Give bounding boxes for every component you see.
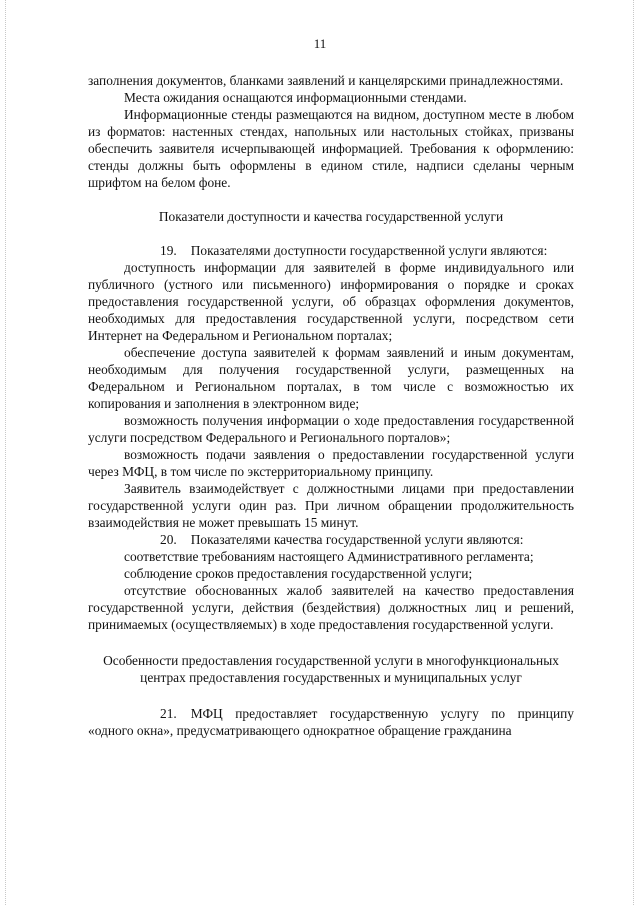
paragraph <box>88 259 574 344</box>
paragraph <box>88 446 574 480</box>
paragraph-text: Показателями качества государственной услуги являются: <box>190 532 524 547</box>
paragraph-text: Места ожидания оснащаются информационными стендами. <box>124 90 467 105</box>
paragraph <box>88 106 574 191</box>
paragraph-number: 21. <box>160 706 177 721</box>
spacer <box>88 686 574 705</box>
paragraph-text: доступность информации для заявителей в форме индивидуального или публичного (устного или письменного) информирования о порядке и сроках предоставления государственной услуги, об образцах оформления документов, необходимых для предоставления государственной услуги, посредством сети Интернет на Федеральном и Региональном порталах; <box>88 260 574 343</box>
paragraph-text: соблюдение сроков предоставления государственной услуги; <box>124 566 473 581</box>
numbered-paragraph <box>88 531 574 548</box>
scan-edge-left <box>5 0 7 905</box>
paragraph-text: Показателями доступности государственной услуги являются: <box>190 243 548 258</box>
paragraph-text: Показатели доступности и качества государственной услуги <box>158 209 504 224</box>
paragraph-text: отсутствие обоснованных жалоб заявителей на качество предоставления государственной услуги, действия (бездействия) должностных лиц и решений, принимаемых (осуществляемых) в ходе предоставления государственной услуги. <box>88 583 574 632</box>
paragraph-text: МФЦ предоставляет государственную услугу по принципу «одного окна», предусматривающего однократное обращение гражданина <box>88 706 574 738</box>
paragraph-text: возможность получения информации о ходе предоставления государственной услуги посредством Федерального и Регионального порталов»; <box>88 413 574 445</box>
spacer <box>88 633 574 652</box>
paragraph <box>88 412 574 446</box>
numbered-paragraph <box>88 705 574 739</box>
spacer <box>88 191 574 208</box>
paragraph <box>88 582 574 633</box>
document-body <box>88 72 574 739</box>
section-heading <box>88 208 574 225</box>
paragraph-number: 20. <box>160 532 177 547</box>
scan-edge-right <box>633 0 635 905</box>
paragraph <box>88 344 574 412</box>
paragraph <box>88 548 574 565</box>
paragraph-text: заполнения документов, бланками заявлений и канцелярскими принадлежностями. <box>88 73 564 88</box>
paragraph-text: возможность подачи заявления о предоставлении государственной услуги через МФЦ, в том числе по экстерриториальному принципу. <box>88 447 574 479</box>
paragraph <box>88 72 574 89</box>
paragraph <box>88 480 574 531</box>
paragraph <box>88 89 574 106</box>
paragraph-text: Заявитель взаимодействует с должностными лицами при предоставлении государственной услуги один раз. При личном обращении продолжительность взаимодействия не может превышать 15 минут. <box>88 481 574 530</box>
paragraph-text: обеспечение доступа заявителей к формам заявлений и иным документам, необходимым для получения государственной услуги, размещенных на Федеральном и Региональном порталах, в том числе с возможностью их копирования и заполнения в электронном виде; <box>88 345 574 411</box>
paragraph-number: 19. <box>160 243 177 258</box>
paragraph-text: Особенности предоставления государственной услуги в многофункциональных центрах предоставления государственных и муниципальных услуг <box>103 653 559 685</box>
paragraph-text: соответствие требованиям настоящего Административного регламента; <box>124 549 534 564</box>
section-heading <box>88 652 574 686</box>
paragraph-text: Информационные стенды размещаются на видном, доступном месте в любом из форматов: настенных стендах, напольных или настольных стойках, призваны обеспечить заявителя исчерпывающей информацией. Требования к оформлению: стенды должны быть оформлены в едином стиле, надписи сделаны черным шрифтом на белом фоне. <box>88 107 574 190</box>
paragraph <box>88 565 574 582</box>
page-number: 11 <box>313 36 327 51</box>
spacer <box>88 225 574 242</box>
numbered-paragraph <box>88 242 574 259</box>
